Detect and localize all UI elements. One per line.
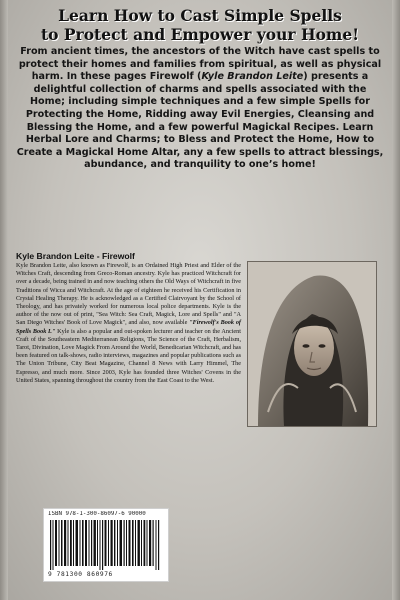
author-portrait-image bbox=[248, 262, 376, 426]
headline-line-2: to Protect and Empower your Home! bbox=[41, 25, 359, 44]
intro-author-name: Kyle Brandon Leite bbox=[201, 71, 304, 83]
author-bio-text bbox=[16, 262, 241, 385]
cover-left-edge bbox=[0, 0, 8, 600]
author-photo bbox=[247, 261, 377, 427]
bio-text-part-2: Kyle is also a popular and out-spoken lecturer and teacher on the Ancient Craft of the Southeastern Mediterranean Religions, The Science of the Craft, Herbalism, Tarot, Divination, Love Magick From Around the World, Benedicarian Witchcraft, and has been featured on talk-shows, radio interviews, magazines and popular publications such as The Union Tribune, City Beat Magazine, Channel 8 News with Larry Himmel, The Espresso, and much more. Since 2003, Kyle has founded three Witches' Covens in the United States, spanning throughout the country from the East Coast to the West. bbox=[16, 327, 241, 384]
cover-headline bbox=[20, 6, 380, 44]
intro-text-end: ) presents a delightful collection of charms and spells associated with the Home; including simple techniques and a few simple Spells for Protecting the Home, Ridding away Evil Energies, Cleansing and Blessing the Home, and a few powerful Magickal Recipes. Learn Herbal Lore and Charms; to Bless and Protect the Home, How to Create a Magickal Home Altar, any a few spells to attract blessings, abundance, and tranquility to one’s home! bbox=[16, 71, 384, 171]
author-bio bbox=[16, 251, 241, 385]
headline-line-1: Learn How to Cast Simple Spells bbox=[58, 6, 342, 25]
bio-book-title: "Firewolf's Book of Spells Book I." bbox=[16, 319, 241, 335]
isbn-number: ISBN 978-1-300-86097-6 90000 bbox=[48, 511, 146, 517]
intro-paragraph bbox=[16, 46, 384, 172]
cover-right-edge bbox=[392, 0, 400, 600]
intro-text-start: From ancient times, the ancestors of the Witch have cast spells to protect their homes and families from spiritual, as well as physical harm. In these pages Firewolf ( bbox=[18, 46, 382, 83]
author-bio-heading: Kyle Brandon Leite - Firewolf bbox=[16, 251, 135, 261]
isbn-barcode bbox=[43, 508, 169, 582]
barcode-bars bbox=[48, 520, 164, 570]
bio-text-part-1: Kyle Brandon Leite, also known as Firewolf, is an Ordained High Priest and Elder of the Witches Craft, descending from Greco-Roman ancestry. Kyle has practiced Witchcraft for over a decade, being trained in and now teaching others the Old Ways of Witchcraft in five Traditions of Wicca and Witchcraft. At the age of eighteen he received his Certification in Crystal Healing Therapy. He is acknowledged as a Certified Clairvoyant by the School of Theology, and has privately worked for numerous local police departments. Kyle is the author of the now out of print, "Sea Witch: Sea Craft, Magick, Lore and Spells" and "A San Diego Witches' Book of Love Magick", and also, now available bbox=[16, 262, 241, 327]
barcode-digits: 9 781300 860976 bbox=[48, 571, 113, 578]
